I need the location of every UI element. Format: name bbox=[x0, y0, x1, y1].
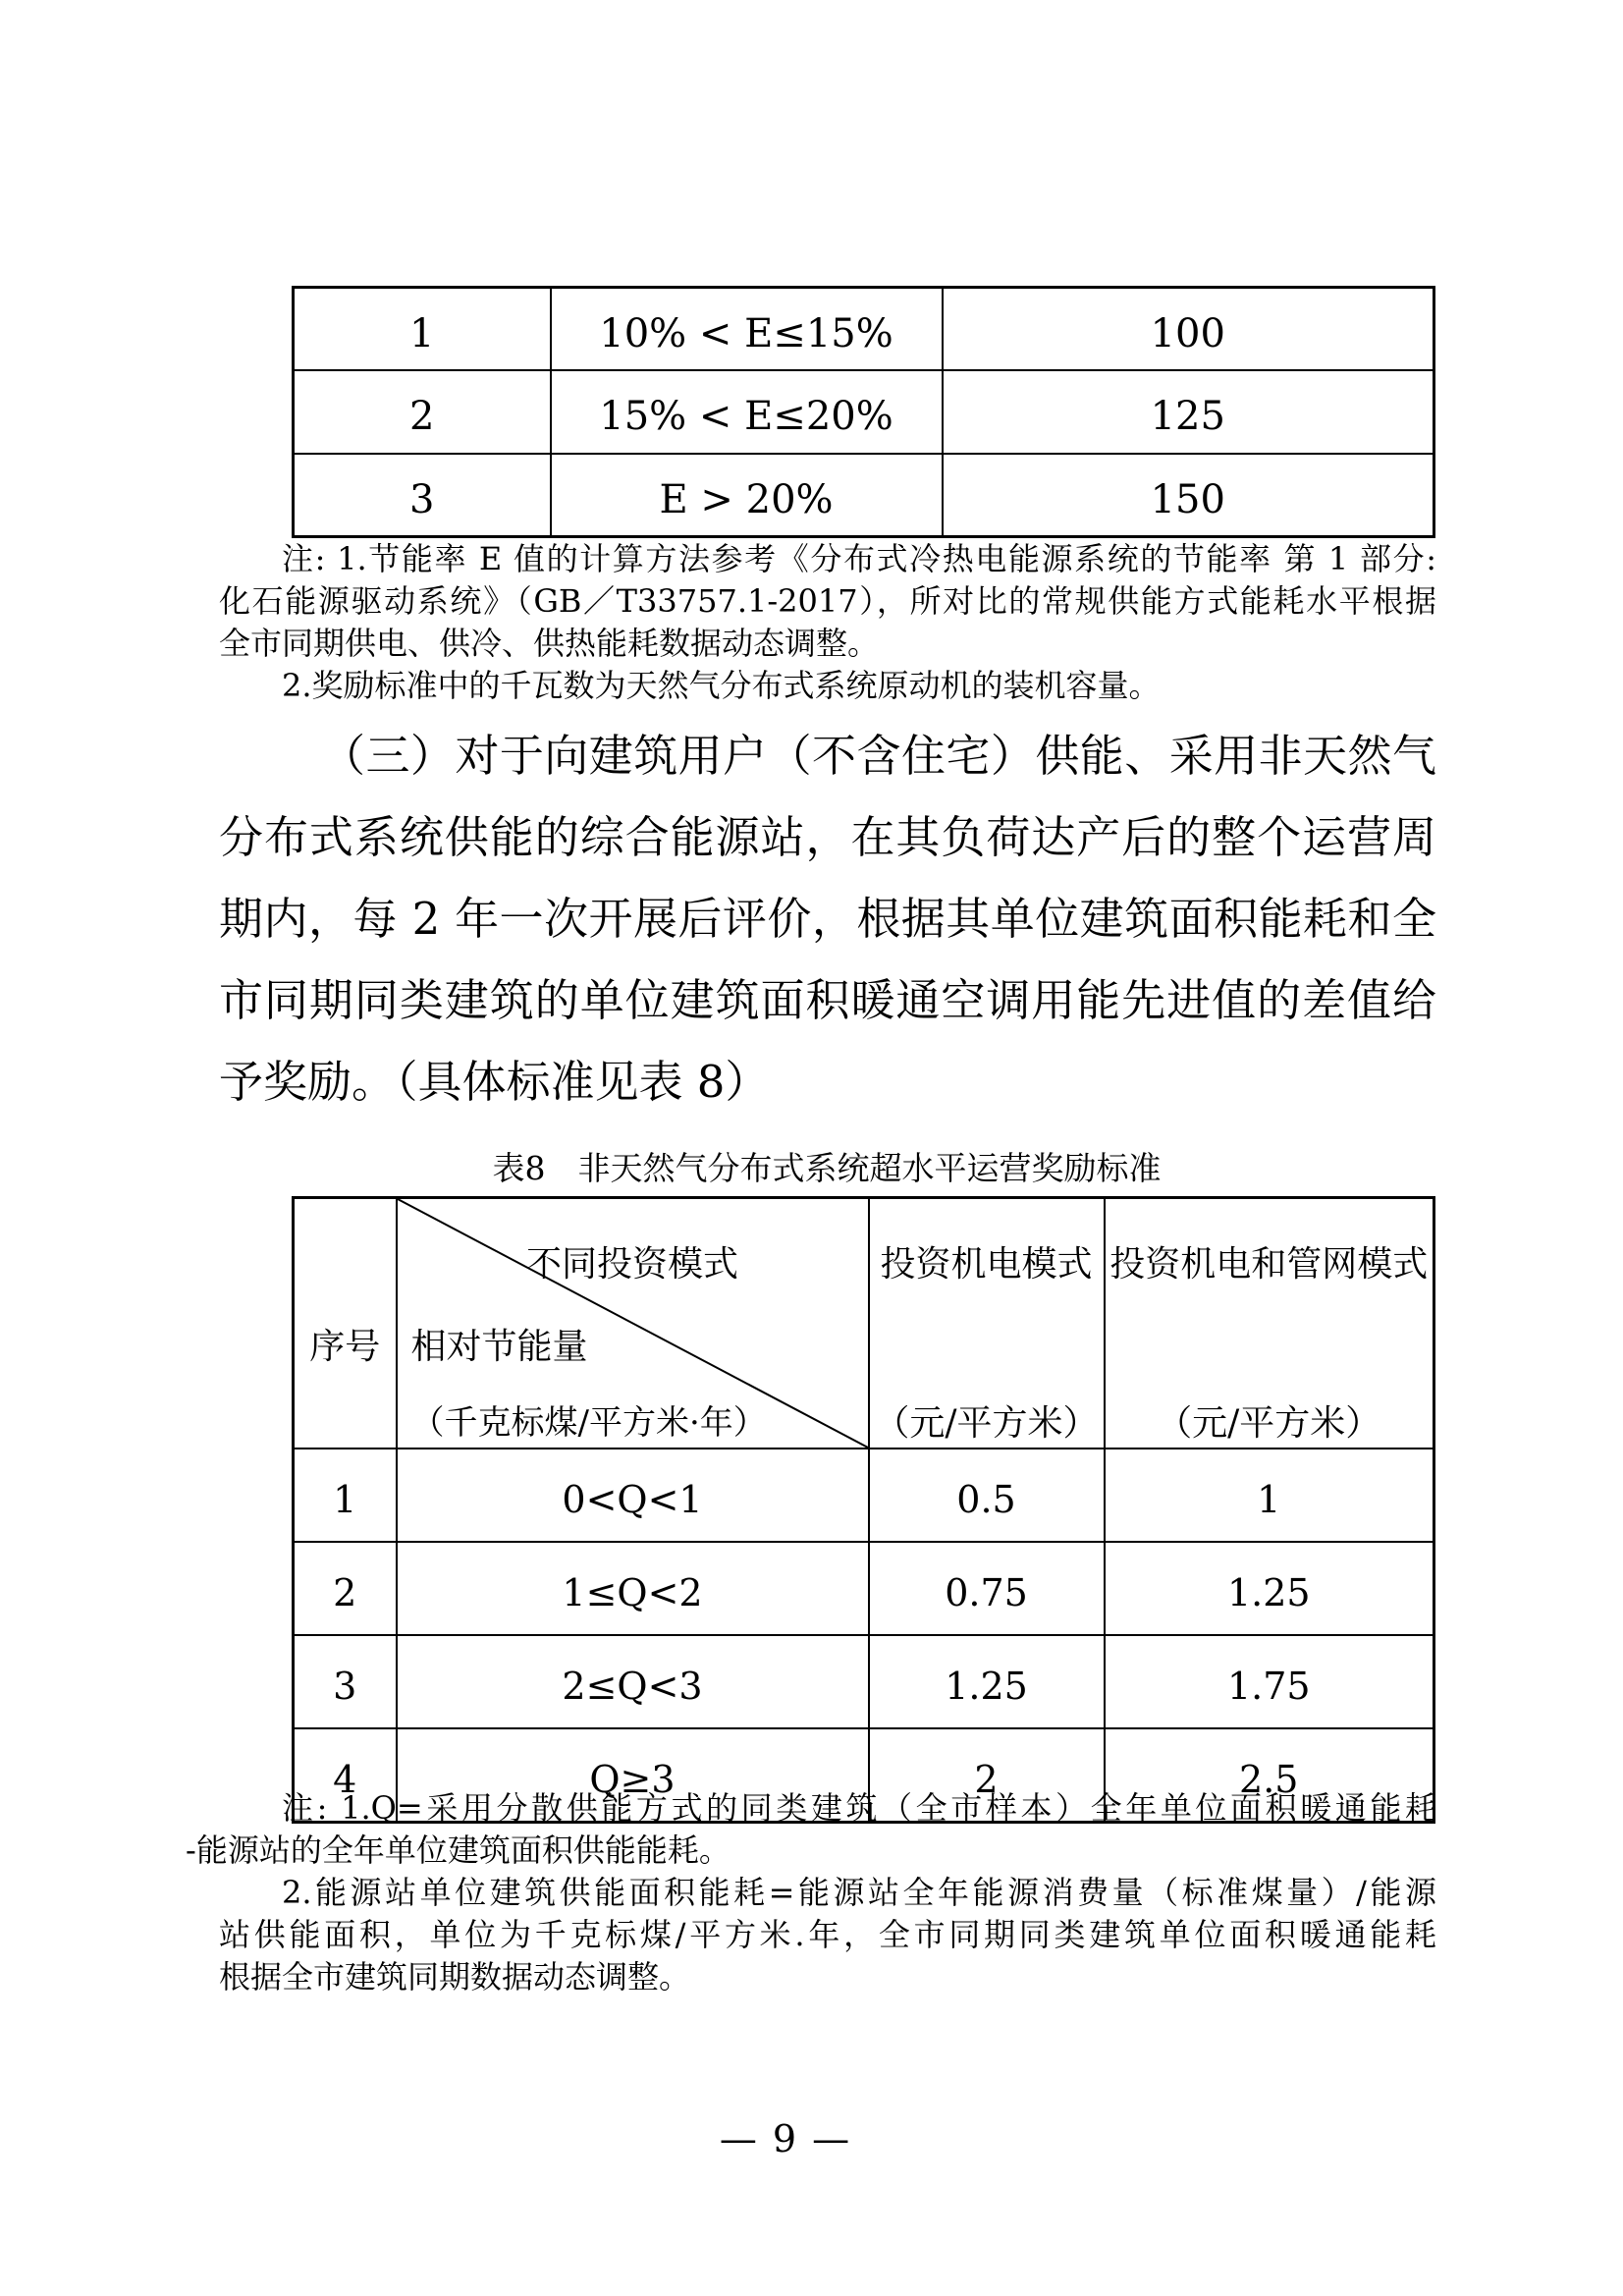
note-line: 2.能源站单位建筑供能面积能耗=能源站全年能源消费量（标准煤量）/能源 bbox=[282, 1874, 1436, 1911]
header-mech-mode-label: 投资机电模式 bbox=[880, 1244, 1093, 1285]
header-seq-label: 序号 bbox=[309, 1327, 381, 1367]
header-investment-mode-label: 不同投资模式 bbox=[525, 1244, 738, 1285]
mech-pipe-value-cell: 1 bbox=[1105, 1449, 1434, 1542]
mech-value-cell: 0.75 bbox=[869, 1542, 1105, 1635]
energy-rate-table bbox=[292, 286, 1435, 538]
table8-notes bbox=[186, 1787, 1436, 1998]
energy-rate-notes bbox=[219, 538, 1436, 707]
paragraph-line: 分布式系统供能的综合能源站，在其负荷达产后的整个运营周 bbox=[219, 811, 1436, 863]
note-line: 2.奖励标准中的千瓦数为天然气分布式系统原动机的装机容量。 bbox=[282, 667, 1161, 704]
value-cell: 125 bbox=[943, 370, 1434, 453]
mech-pipe-value-cell: 1.75 bbox=[1105, 1635, 1434, 1728]
note-line: 化石能源驱动系统》（GB／T33757.1-2017），所对比的常规供能方式能耗水平根据 bbox=[219, 582, 1436, 620]
paragraph-three bbox=[219, 715, 1436, 1122]
mech-value-cell: 2 bbox=[869, 1728, 1105, 1823]
note-line: 注: 1.Q=采用分散供能方式的同类建筑（全市样本）全年单位面积暖通能耗 bbox=[282, 1789, 1436, 1827]
header-mech-pipe-mode-cell bbox=[1105, 1198, 1434, 1449]
q-range-cell: 0<Q<1 bbox=[397, 1449, 869, 1542]
q-range-cell: 2≤Q<3 bbox=[397, 1635, 869, 1728]
mech-value-cell: 0.5 bbox=[869, 1449, 1105, 1542]
table-row bbox=[294, 1542, 1434, 1635]
page-number: — 9 — bbox=[719, 2117, 852, 2160]
range-cell: E > 20% bbox=[551, 454, 943, 537]
value-cell: 150 bbox=[943, 454, 1434, 537]
q-range-cell: Q≥3 bbox=[397, 1728, 869, 1823]
header-seq-cell bbox=[294, 1198, 397, 1449]
header-mech-mode-unit: （元/平方米） bbox=[874, 1403, 1099, 1444]
paragraph-line: （三）对于向建筑用户（不含住宅）供能、采用非天然气 bbox=[321, 730, 1436, 782]
table8-caption: 表8 非天然气分布式系统超水平运营奖励标准 bbox=[492, 1149, 1162, 1187]
table-row bbox=[294, 1449, 1434, 1542]
range-cell: 10% < E≤15% bbox=[551, 288, 943, 371]
q-range-cell: 1≤Q<2 bbox=[397, 1542, 869, 1635]
header-mech-pipe-mode-unit: （元/平方米） bbox=[1157, 1403, 1381, 1444]
table-row bbox=[294, 370, 1434, 453]
row-index-cell: 4 bbox=[294, 1728, 397, 1823]
header-relative-saving-label: 相对节能量 bbox=[410, 1327, 588, 1367]
row-index-cell: 2 bbox=[294, 1542, 397, 1635]
row-index-cell: 2 bbox=[294, 370, 551, 453]
row-index-cell: 1 bbox=[294, 288, 551, 371]
table-row bbox=[294, 454, 1434, 537]
note-line: 站供能面积，单位为千克标煤/平方米.年，全市同期同类建筑单位面积暖通能耗 bbox=[219, 1916, 1436, 1953]
note-line: 根据全市建筑同期数据动态调整。 bbox=[219, 1958, 691, 1995]
paragraph-line: 期内，每 2 年一次开展后评价，根据其单位建筑面积能耗和全 bbox=[219, 893, 1436, 945]
value-cell: 100 bbox=[943, 288, 1434, 371]
note-line: 全市同期供电、供冷、供热能耗数据动态调整。 bbox=[219, 625, 880, 662]
mech-value-cell: 1.25 bbox=[869, 1635, 1105, 1728]
mech-pipe-value-cell: 2.5 bbox=[1105, 1728, 1434, 1823]
header-mech-mode-cell bbox=[869, 1198, 1105, 1449]
table8 bbox=[292, 1196, 1435, 1824]
mech-pipe-value-cell: 1.25 bbox=[1105, 1542, 1434, 1635]
table-row bbox=[294, 1635, 1434, 1728]
paragraph-line: 予奖励。（具体标准见表 8） bbox=[219, 1056, 770, 1108]
header-mech-pipe-mode-label: 投资机电和管网模式 bbox=[1109, 1244, 1429, 1285]
table8-header-row bbox=[294, 1198, 1434, 1449]
paragraph-line: 市同期同类建筑的单位建筑面积暖通空调用能先进值的差值给 bbox=[219, 974, 1436, 1026]
note-line: 注: 1.节能率 E 值的计算方法参考《分布式冷热电能源系统的节能率 第 1 部分: bbox=[282, 540, 1436, 577]
row-index-cell: 3 bbox=[294, 1635, 397, 1728]
row-index-cell: 3 bbox=[294, 454, 551, 537]
row-index-cell: 1 bbox=[294, 1449, 397, 1542]
header-unit-label: （千克标煤/平方米·年） bbox=[410, 1403, 767, 1443]
range-cell: 15% < E≤20% bbox=[551, 370, 943, 453]
note-line: -能源站的全年单位建筑面积供能能耗。 bbox=[186, 1831, 730, 1869]
table-row bbox=[294, 288, 1434, 371]
header-diagonal-cell bbox=[397, 1198, 869, 1449]
